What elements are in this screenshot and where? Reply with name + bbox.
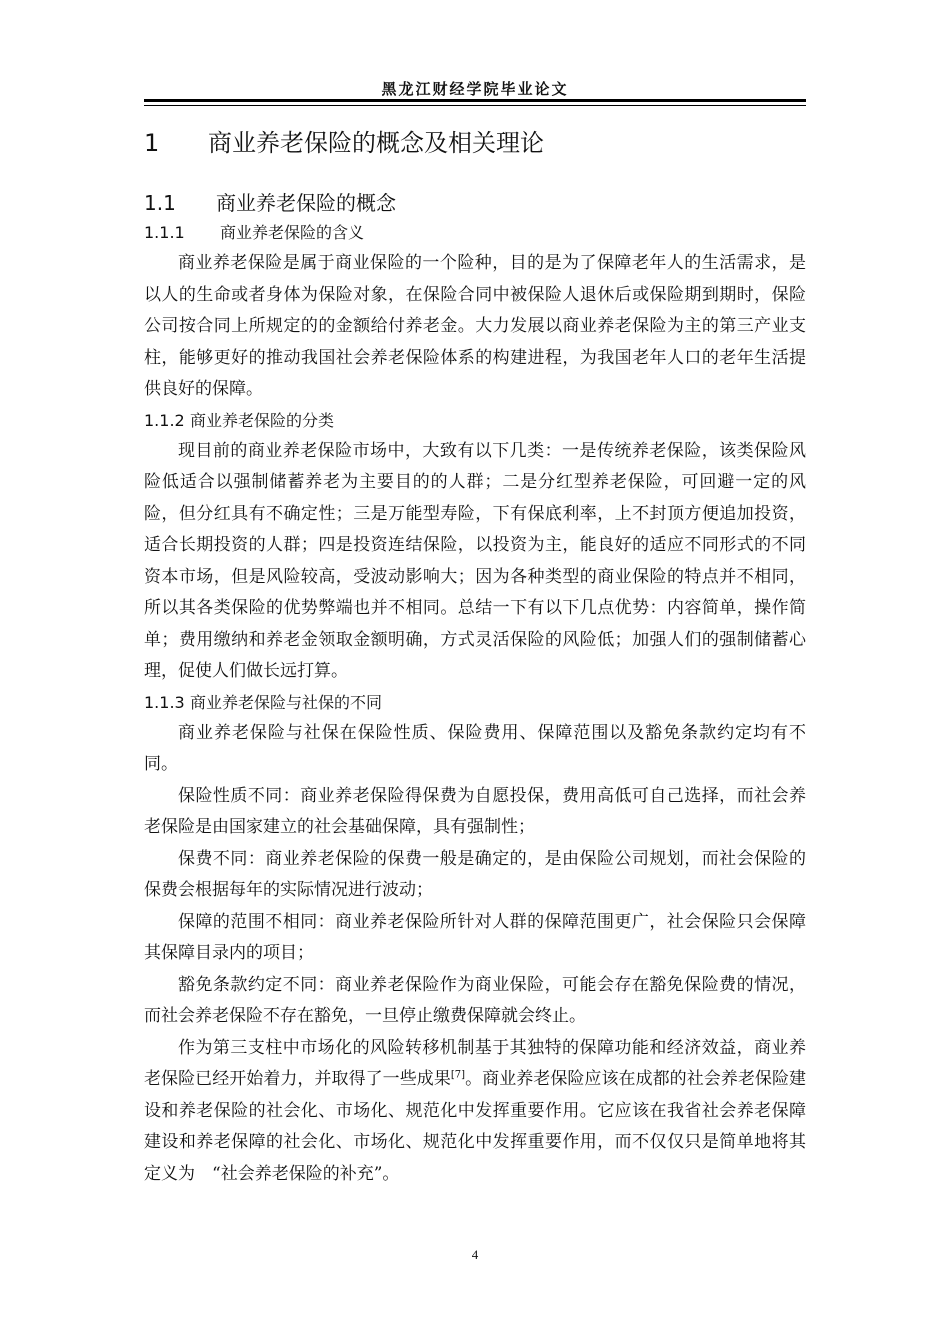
header-rule-thick bbox=[144, 99, 806, 102]
section-number: 1.1 bbox=[144, 191, 176, 215]
subsection-heading bbox=[144, 218, 806, 248]
page-body bbox=[144, 120, 806, 1190]
citation-reference: [7] bbox=[450, 1069, 466, 1081]
paragraph bbox=[144, 1033, 806, 1191]
section-title: 商业养老保险的概念 bbox=[216, 191, 396, 215]
subsection-number: 1.1.1 bbox=[144, 223, 185, 242]
paragraph: 现目前的商业养老保险市场中，大致有以下几类：一是传统养老保险，该类保险风险低适合以强制储蓄养老为主要目的的人群；二是分红型养老保险，可回避一定的风险，但分红具有不确定性；三是万能型寿险，下有保底利率，上不封顶方便追加投资，适合长期投资的人群；四是投资连结保险，以投资为主，能良好的适应不同形式的不同资本市场，但是风险较高，受波动影响大；因为各种类型的商业保险的特点并不相同，所以其各类保险的优势弊端也并不相同。总结一下有以下几点优势：内容简单，操作简单；费用缴纳和养老金领取金额明确，方式灵活保险的风险低；加强人们的强制储蓄心理，促使人们做长远打算。 bbox=[144, 440, 806, 681]
subsection-title: 商业养老保险的含义 bbox=[220, 223, 365, 242]
paragraph: 商业养老保险是属于商业保险的一个险种，目的是为了保障老年人的生活需求，是以人的生命或者身体为保险对象，在保险合同中被保险人退休后或保险期到期时，保险公司按合同上所规定的的金额给付养老金。大力发展以商业养老保险为主的第三产业支柱，能够更好的推动我国社会养老保险体系的构建进程，为我国老年人口的老年生活提供良好的保障。 bbox=[144, 253, 806, 399]
chapter-title: 商业养老保险的概念及相关理论 bbox=[208, 129, 544, 157]
subsection-heading bbox=[144, 406, 806, 436]
paragraph: 豁免条款约定不同：商业养老保险作为商业保险，可能会存在豁免保险费的情况，而社会养老保险不存在豁免，一旦停止缴费保障就会终止。 bbox=[144, 974, 806, 1026]
subsection-title: 商业养老保险与社保的不同 bbox=[190, 692, 383, 712]
paragraph: 商业养老保险与社保在保险性质、保险费用、保障范围以及豁免条款约定均有不同。 bbox=[144, 722, 806, 774]
section-heading bbox=[144, 188, 806, 218]
paragraph: 保障的范围不相同：商业养老保险所针对人群的保障范围更广，社会保险只会保障其保障目录内的项目； bbox=[144, 911, 806, 963]
paragraph-text: 作为第三支柱中市场化的风险转移机制基于其独特的保障功能和经济效益，商业养老保险已经开始着力，并取得了一些成果 bbox=[144, 1037, 806, 1089]
paragraph: 保险性质不同：商业养老保险得保费为自愿投保，费用高低可自己选择，而社会养老保险是由国家建立的社会基础保障，具有强制性； bbox=[144, 785, 806, 837]
chapter-heading bbox=[144, 128, 806, 158]
subsection-number: 1.1.2 bbox=[144, 410, 185, 430]
paragraph-text: 。商业养老保险应该在成都的社会养老保险建设和养老保险的社会化、市场化、规范化中发挥重要作用。它应该在我省社会养老保障建设和养老保障的社会化、市场化、规范化中发挥重要作用，而不仅仅只是简单地将其定义为 “社会养老保险的补充”。 bbox=[144, 1069, 807, 1184]
page-number: 4 bbox=[471, 1247, 479, 1262]
subsection-number: 1.1.3 bbox=[144, 692, 185, 712]
subsection-title: 商业养老保险的分类 bbox=[190, 410, 335, 430]
header-rule-thin bbox=[144, 105, 806, 106]
paragraph: 保费不同：商业养老保险的保费一般是确定的，是由保险公司规划，而社会保险的保费会根据每年的实际情况进行波动； bbox=[144, 848, 806, 900]
subsection-heading bbox=[144, 688, 806, 718]
chapter-number: 1 bbox=[144, 129, 160, 157]
running-header: 黑龙江财经学院毕业论文 bbox=[381, 80, 569, 98]
